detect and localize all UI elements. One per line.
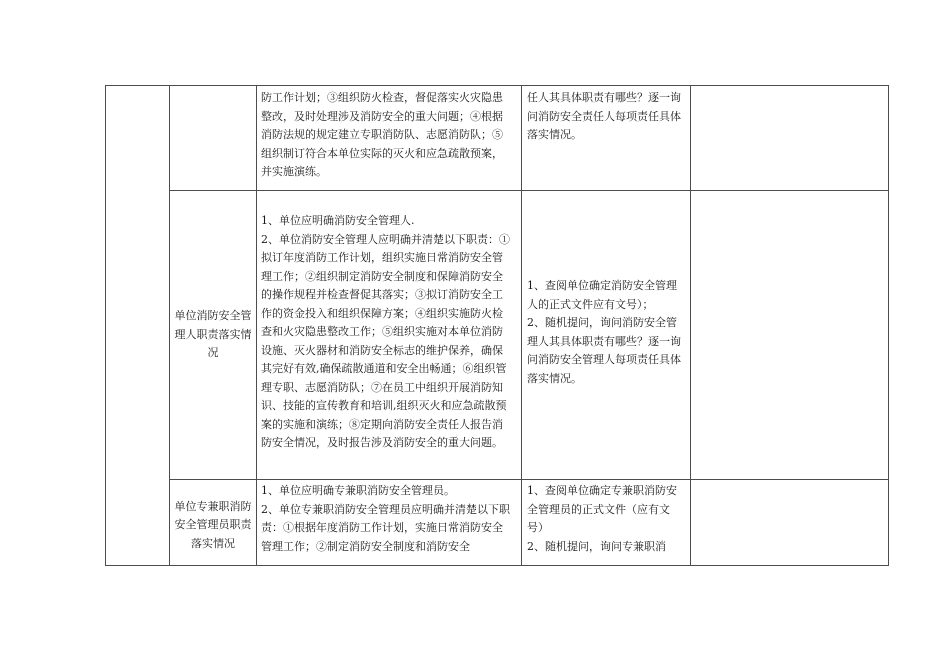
table-row bbox=[106, 480, 889, 566]
result-cell bbox=[691, 480, 889, 566]
method-text: 1、查阅单位确定消防安全管理 人的正式文件应有文号）； 2、随机提问，询问消防安全管 理人其具体职责有哪些？逐一询 问消防安全管理人每项责任具体 落实情况。 bbox=[527, 279, 681, 385]
method-cell bbox=[522, 480, 691, 566]
item-cell bbox=[170, 86, 257, 191]
result-cell bbox=[691, 191, 889, 480]
inspection-table bbox=[105, 85, 889, 566]
requirement-text: 1、单位应明确消防安全管理人. 2、单位消防安全管理人应明确并清楚以下职责：① 拟订年度消防工作计划，组织实施日常消防安全管 理工作；②组织制定消防安全制度和保障消防安全 的操作规程并检查督促其落实；③拟订消防安全工 作的资金投入和组织保障方案；④组织实施防火检 查和火灾隐患整改工作；⑤组织实施对本单位消防 设施、灭火器材和消防安全标志的维护保养，确保 其完好有效,确保疏散通道和安全出畅通；⑥组织管 理专职、志愿消防队；⑦在员工中组织开展消防知 识、技能的宣传教育和培训,组织灭火和应急疏散预 案的实施和演练；⑧定期向消防安全责任人报告消 防安全情况，及时报告涉及消防安全的重大问题。 bbox=[261, 214, 510, 449]
table-row bbox=[106, 191, 889, 480]
item-cell bbox=[170, 480, 257, 566]
item-text: 单位专兼职消防 安全管理员职责 落实情况 bbox=[174, 499, 252, 550]
item-cell bbox=[170, 191, 257, 480]
result-cell bbox=[691, 86, 889, 191]
requirement-cell bbox=[257, 86, 522, 191]
table-row bbox=[106, 86, 889, 191]
requirement-cell bbox=[257, 191, 522, 480]
requirement-text: 1、单位应明确专兼职消防安全管理员。 2、单位专兼职消防安全管理员应明确并清楚以下职 责：①根据年度消防工作计划，实施日常消防安全 管理工作；②制定消防安全制度和消防安全 bbox=[261, 484, 510, 553]
method-text: 任人其具体职责有哪些？逐一询 问消防安全责任人每项责任具体 落实情况。 bbox=[527, 91, 681, 141]
method-cell bbox=[522, 86, 691, 191]
requirement-cell bbox=[257, 480, 522, 566]
method-text: 1、查阅单位确定专兼职消防安 全管理员的正式文件（应有文 号） 2、随机提问，询问专兼职消 bbox=[527, 484, 677, 553]
item-text: 单位消防安全管 理人职责落实情 况 bbox=[174, 309, 252, 360]
category-cell bbox=[106, 86, 170, 566]
requirement-text: 防工作计划；③组织防火检查，督促落实火灾隐患 整改，及时处理涉及消防安全的重大问题；④根据 消防法规的规定建立专职消防队、志愿消防队；⑤ 组织制订符合本单位实际的灭火和应急疏散预案， 并实施演练。 bbox=[261, 91, 503, 178]
method-cell bbox=[522, 191, 691, 480]
